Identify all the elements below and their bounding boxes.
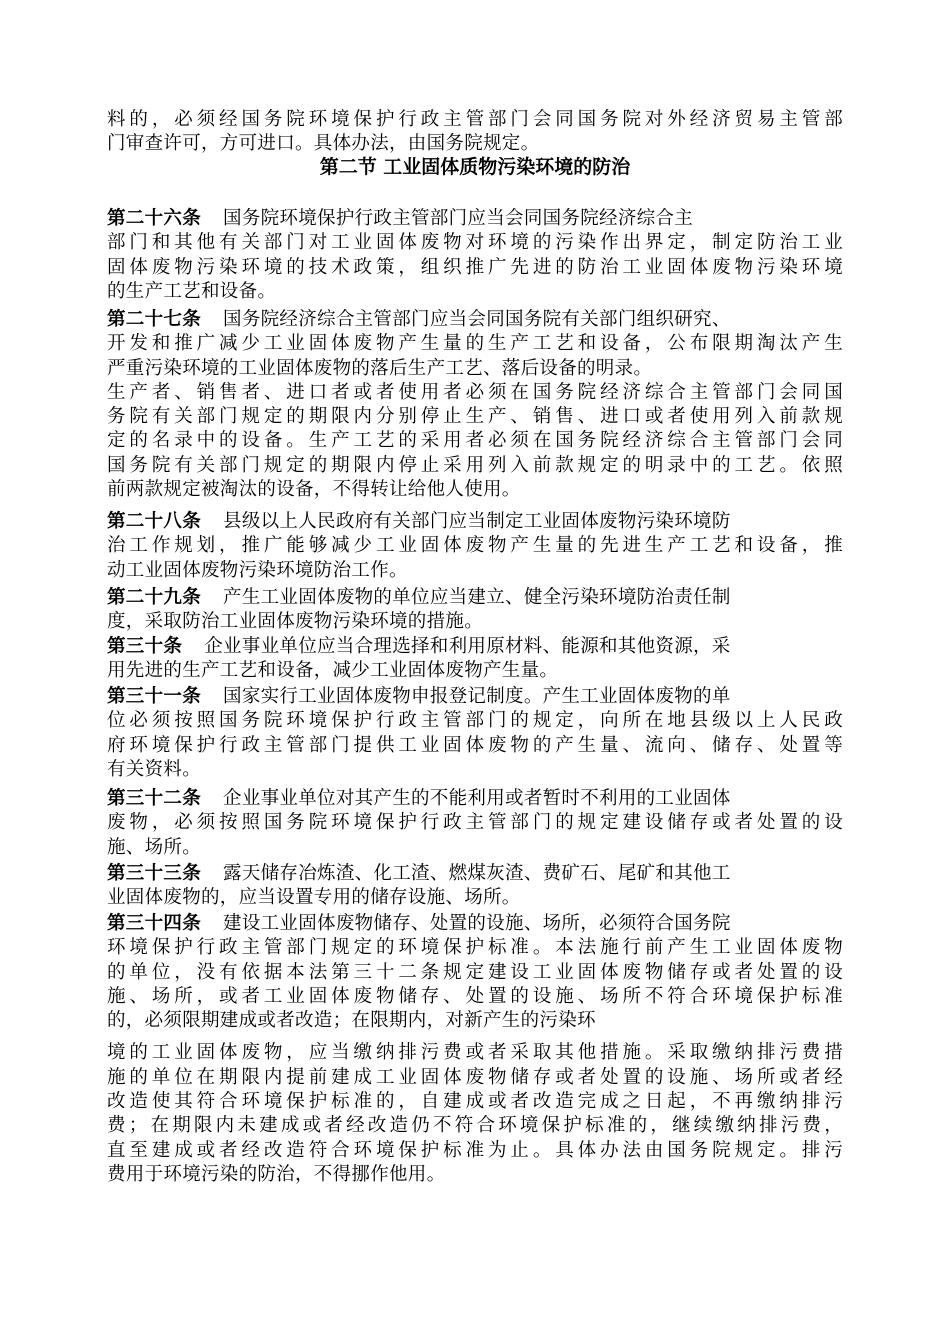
section-title: 第二节 工业固体质物污染环境的防治 xyxy=(319,156,631,178)
article-label: 第二十九条 xyxy=(107,587,202,608)
article-label: 第二十七条 xyxy=(107,309,202,330)
text-line: 度，采取防治工业固体废物污染环境的措施。 xyxy=(107,611,484,633)
text-line: 料的，必须经国务院环境保护行政主管部门会同国务院对外经济贸易主管部 xyxy=(107,109,843,130)
text-line: 施、场所，或者工业固体废物储存、处置的设施、场所不符合环境保护标准 xyxy=(107,985,843,1007)
text-line: 定的名录中的设备。生产工艺的采用者必须在国务院经济综合主管部门会同 xyxy=(107,430,843,452)
text-line: 企业事业单位应当合理选择和利用原材料、能源和其他资源，采 xyxy=(204,636,731,657)
text-line: 用先进的生产工艺和设备，减少工业固体废物产生量。 xyxy=(107,660,559,682)
article-27 xyxy=(107,308,843,502)
article-label: 第三十二条 xyxy=(107,788,202,809)
text-line: 府环境保护行政主管部门提供工业固体废物的产生量、流向、储存、处置等 xyxy=(107,734,843,756)
text-line: 建设工业固体废物储存、处置的设施、场所，必须符合国务院 xyxy=(223,913,731,934)
text-line: 有关资料。 xyxy=(107,758,202,780)
article-label: 第三十条 xyxy=(107,636,183,657)
text-line: 产生工业固体废物的单位应当建立、健全污染环境防治责任制 xyxy=(223,587,731,608)
text-line: 开发和推广减少工业固体废物产生量的生产工艺和设备，公布限期淘汰产生 xyxy=(107,333,843,355)
text-line: 施的单位在期限内提前建成工业固体废物储存或者处置的设施、场所或者经 xyxy=(107,1066,843,1088)
article-34 xyxy=(107,912,843,1187)
text-line: 国家实行工业固体废物申报登记制度。产生工业固体废物的单 xyxy=(223,686,731,707)
intro-paragraph xyxy=(107,108,843,157)
text-line: 业固体废物的，应当设置专用的储存设施、场所。 xyxy=(107,887,521,909)
text-line: 位必须按照国务院环境保护行政主管部门的规定，向所在地县级以上人民政 xyxy=(107,710,843,732)
text-line: 生产者、销售者、进口者或者使用者必须在国务院经济综合主管部门会同国 xyxy=(107,381,843,403)
article-label: 第三十三条 xyxy=(107,863,202,884)
text-line: 固体废物污染环境的技术政策，组织推广先进的防治工业固体废物污染环境 xyxy=(107,256,843,278)
article-28 xyxy=(107,510,843,583)
text-line: 费用于环境污染的防治，不得挪作他用。 xyxy=(107,1163,446,1185)
article-26 xyxy=(107,207,843,304)
text-line: 门审查许可，方可进口。具体办法，由国务院规定。 xyxy=(107,133,540,155)
article-label: 第三十一条 xyxy=(107,686,202,707)
text-line: 国务院有关部门规定的期限内停止采用列入前款规定的明录中的工艺。依照 xyxy=(107,454,843,476)
text-line: 费；在期限内未建成或者经改造仍不符合环境保护标准的，继续缴纳排污费， xyxy=(107,1115,843,1137)
text-line: 严重污染环境的工业固体废物的落后生产工艺、落后设备的明录。 xyxy=(107,357,653,379)
text-line: 境的工业固体废物，应当缴纳排污费或者采取其他措施。采取缴纳排污费措 xyxy=(107,1042,843,1064)
text-line: 部门和其他有关部门对工业固体废物对环境的污染作出界定，制定防治工业 xyxy=(107,232,843,254)
article-label: 第二十八条 xyxy=(107,511,202,532)
article-31 xyxy=(107,685,843,782)
article-30 xyxy=(107,635,843,684)
text-line: 国务院环境保护行政主管部门应当会同国务院经济综合主 xyxy=(223,208,694,229)
article-29 xyxy=(107,586,843,635)
text-line: 的，必须限期建成或者改造；在限期内，对新产生的污染环 xyxy=(107,1010,596,1032)
text-line: 的生产工艺和设备。 xyxy=(107,280,277,302)
text-line: 国务院经济综合主管部门应当会同国务院有关部门组织研究、 xyxy=(223,309,731,330)
text-line: 改造使其符合环境保护标准的，自建成或者改造完成之日起，不再缴纳排污 xyxy=(107,1091,843,1113)
text-line: 企业事业单位对其产生的不能利用或者暂时不利用的工业固体 xyxy=(223,788,731,809)
text-line: 县级以上人民政府有关部门应当制定工业固体废物污染环境防 xyxy=(223,511,731,532)
article-32 xyxy=(107,787,843,860)
text-line: 直至建成或者经改造符合环境保护标准为止。具体办法由国务院规定。排污 xyxy=(107,1139,843,1161)
article-33 xyxy=(107,862,843,911)
text-line: 露天储存冶炼渣、化工渣、燃煤灰渣、费矿石、尾矿和其他工 xyxy=(223,863,731,884)
text-line: 前两款规定被淘汰的设备，不得转让给他人使用。 xyxy=(107,479,521,501)
article-label: 第二十六条 xyxy=(107,208,202,229)
text-line: 环境保护行政主管部门规定的环境保护标准。本法施行前产生工业固体废物 xyxy=(107,937,843,959)
text-line: 务院有关部门规定的期限内分别停止生产、销售、进口或者使用列入前款规 xyxy=(107,406,843,428)
article-label: 第三十四条 xyxy=(107,913,202,934)
text-line: 施、场所。 xyxy=(107,836,202,858)
text-line: 动工业固体废物污染环境防治工作。 xyxy=(107,559,408,581)
text-line: 治工作规划，推广能够减少工业固体废物产生量的先进生产工艺和设备，推 xyxy=(107,535,843,557)
text-line: 的单位，没有依据本法第三十二条规定建设工业固体废物储存或者处置的设 xyxy=(107,961,843,983)
text-line: 废物，必须按照国务院环境保护行政主管部门的规定建设储存或者处置的设 xyxy=(107,812,843,834)
